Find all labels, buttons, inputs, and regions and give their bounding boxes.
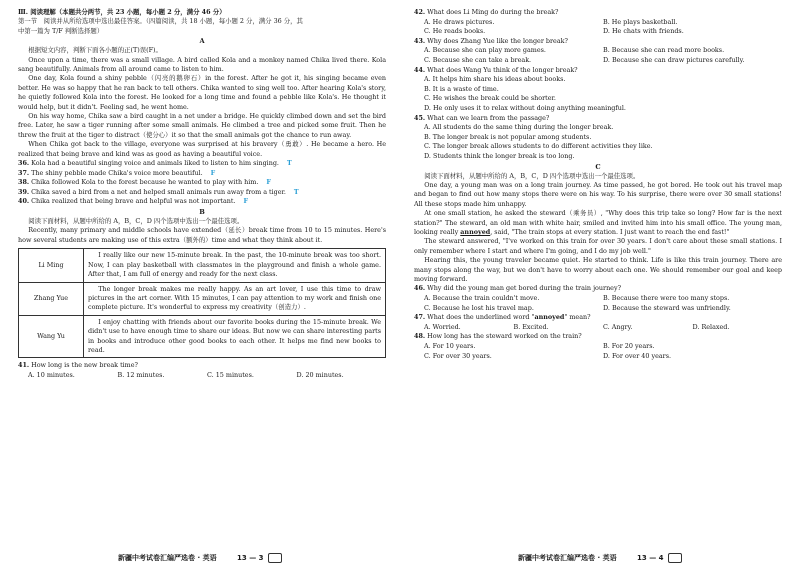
question-number: 47. — [414, 313, 426, 322]
page-footer — [0, 553, 400, 563]
option-b: B. The longer break is not popular among students. — [424, 132, 592, 141]
question-number: 38. — [18, 178, 30, 187]
option-a: A. All students do the same thing during the longer break. — [424, 123, 614, 132]
page-number: 13 — 4 — [637, 554, 664, 562]
option-a: A. He draws pictures. — [424, 17, 495, 26]
publisher-logo-icon — [268, 553, 282, 563]
option-b: B. Because she can read more books. — [603, 46, 725, 55]
passage-c-paragraph — [414, 209, 782, 237]
passage-c-paragraph: One day, a young man was on a long train journey. As time passed, he got bored. He took out his travel map and began to find out how many stops there were on his way. To his surprise, there were over 30 small stations! All these stops made him unhappy. — [414, 180, 782, 208]
option-c: C. For over 30 years. — [424, 351, 492, 360]
tf-question-list — [18, 159, 386, 207]
student-comment: The longer break makes me really happy. As an art lover, I use this time to draw pictures in the art corner. With 15 minutes, I can pay attention to my work and finish one complete picture. It's wonderful to express my creativity（创造力）. — [84, 282, 386, 315]
section-header: Ⅲ. 阅读理解（本题共分两节，共 23 小题，每小题 2 分，满分 46 分） — [18, 8, 226, 16]
option-c: C. The longer break allows students to do different activities they like. — [424, 142, 653, 151]
passage-b-label: B — [199, 208, 205, 217]
option-d: D. Students think the longer break is too long. — [424, 151, 575, 160]
question-number: 48. — [414, 332, 426, 341]
option-a: A. For 10 years. — [424, 341, 476, 350]
part1-header-1: 第一节 阅读并从所给选项中选出最佳答案。（四篇阅读，共 18 小题，每小题 2 分，满分 36 分，其 — [18, 17, 303, 26]
question-text: The shiny pebble made Chika's voice more beautiful. — [31, 168, 203, 177]
table-row — [19, 282, 386, 315]
tf-question — [18, 188, 386, 198]
question-46 — [414, 284, 782, 294]
student-name: Wang Yu — [19, 315, 84, 358]
part1-header-2: 中第一篇为 T/F 判断选择题） — [18, 26, 104, 35]
question-43 — [414, 37, 782, 47]
option-c: C. Angry. — [603, 322, 633, 331]
option-b: B. 12 minutes. — [117, 370, 165, 379]
option-b: B. He plays basketball. — [603, 17, 678, 26]
option-d: D. Because she can draw pictures carefully. — [603, 55, 745, 64]
passage-c-label: C — [595, 162, 601, 171]
tf-question — [18, 178, 386, 188]
question-number: 41. — [18, 361, 30, 370]
passage-a-paragraph: Once upon a time, there was a small village. A bird called Kola and a monkey named Chika lived there. Kola sang beautifully. Animals from all around came to listen to him. — [18, 55, 386, 74]
question-text: " mean? — [564, 313, 591, 322]
question-text: Chika followed Kola to the forest because he wanted to play with him. — [31, 178, 259, 187]
tf-answer: F — [243, 197, 249, 206]
option-b: B. Because there were too many stops. — [603, 293, 730, 302]
question-number: 44. — [414, 65, 426, 74]
question-text: Why does Zhang Yue like the longer break? — [427, 36, 568, 45]
publisher-logo-icon — [668, 553, 682, 563]
option-c: C. He reads books. — [424, 27, 486, 36]
student-name: Li Ming — [19, 249, 84, 282]
tf-question — [18, 169, 386, 179]
question-text: What can we learn from the passage? — [427, 113, 550, 122]
question-number: 40. — [18, 197, 30, 206]
passage-a-paragraph: On his way home, Chika saw a bird caught in a net under a bridge. He quickly climbed down and set the bird free. Later, he saw a tiger running after some small animals. He climbed a tree and picked some fruit. Then he threw the fruit at the tiger to distract（使分心）it so that the small animals got the chance to run away. — [18, 112, 386, 139]
question-text: What does the underlined word " — [427, 313, 535, 322]
page-number: 13 — 3 — [237, 554, 264, 562]
question-text: What does Li Ming do during the break? — [427, 8, 559, 16]
question-keyword: annoyed — [534, 313, 565, 322]
passage-c-paragraph: The steward answered, "I've worked on this train for over 30 years. I don't care about these small stations. I only remember where I start and where I'm going, and I do my job well." — [414, 237, 782, 255]
passage-c-instruction: 阅读下面材料，从题中所给的 A，B，C，D 四个选项中选出一个最佳选项。 — [424, 171, 640, 180]
option-d: D. For over 40 years. — [603, 351, 672, 360]
option-c: C. Because he lost his travel map. — [424, 303, 534, 312]
question-number: 42. — [414, 8, 426, 16]
question-44 — [414, 66, 782, 76]
tf-answer: F — [210, 168, 216, 177]
table-row — [19, 249, 386, 282]
option-b: B. For 20 years. — [603, 341, 655, 350]
option-b: B. It is a waste of time. — [424, 84, 499, 93]
question-text: Kola had a beautiful singing voice and animals liked to listen to him singing. — [31, 159, 279, 168]
question-47-options — [414, 323, 782, 333]
option-d: D. He chats with friends. — [603, 27, 684, 36]
question-number: 46. — [414, 284, 426, 293]
question-text: Why did the young man get bored during the train journey? — [427, 284, 622, 293]
right-page — [400, 0, 800, 569]
student-comment: I really like our new 15-minute break. In the past, the 10-minute break was too short. Now, I can play basketball with classmates in the playground and finish a whole game. After that, I am full of energy and ready for the next class. — [84, 249, 386, 282]
question-43-options — [414, 46, 782, 65]
table-row — [19, 315, 386, 358]
option-a: A. It helps him share his ideas about books. — [424, 75, 566, 84]
question-text: Chika realized that being brave and helpful was not important. — [31, 197, 236, 206]
option-d: D. He only uses it to relax without doing anything meaningful. — [424, 103, 626, 112]
underlined-word: annoyed — [460, 227, 491, 236]
question-46-options — [414, 294, 782, 313]
tf-answer: F — [266, 178, 271, 187]
question-text: Chika saved a bird from a net and helped small animals run away from a tiger. — [31, 187, 286, 196]
tf-answer: T — [286, 159, 292, 168]
paragraph-text: , said, "The train stops at every station. I just want to reach the end fast!" — [490, 227, 730, 236]
student-table — [18, 248, 386, 358]
footer-title: 新疆中考试卷汇编严选卷 · 英语 — [518, 554, 617, 562]
option-a: A. 10 minutes. — [28, 370, 75, 379]
option-a: A. Worried. — [424, 322, 461, 331]
passage-b-intro: Recently, many primary and middle schools have extended（延长）break time from 10 to 15 minutes. Here's how several students are making use of this extra（额外的）time and what they think about it. — [18, 226, 386, 244]
option-d: D. Relaxed. — [692, 322, 730, 331]
question-41 — [18, 361, 386, 371]
passage-a-label: A — [199, 37, 205, 46]
question-number: 37. — [18, 168, 30, 177]
question-41-options — [18, 371, 386, 381]
paragraph-text: At one small station, he asked the steward（乘务员）, "Why does this trip take so long? How far is the next station?" The steward, an old man with white hair, smiled and invited him into his small office. The young man, looking really — [414, 209, 782, 236]
footer-title: 新疆中考试卷汇编严选卷 · 英语 — [118, 554, 217, 562]
passage-c-paragraph: Hearing this, the young traveler became quiet. He started to think. Life is like this train journey. There are many stops along the way, but we don't have to worry about each one. We should remember our goal and keep moving forward. — [414, 256, 782, 283]
passage-a-paragraph: One day, Kola found a shiny pebble（闪亮的鹅卵石）in the forest. After he got it, his singing became even better. He was so happy that he ran back to tell others. Chika wanted to sing well too. After hearing Kola's story, he quietly followed Kola into the forest. He looked for a long time and found a pebble like Kola's. He thought it would help, but it didn't. Feeling sad, he went home. — [18, 74, 386, 111]
question-45 — [414, 114, 782, 124]
question-42-options — [414, 18, 782, 37]
question-text: What does Wang Yu think of the longer break? — [427, 65, 578, 74]
question-text: How long has the steward worked on the train? — [427, 332, 582, 341]
tf-answer: T — [293, 187, 299, 196]
page-footer — [400, 553, 800, 563]
tf-question — [18, 197, 386, 207]
option-d: D. 20 minutes. — [296, 370, 344, 379]
option-a: A. Because she can play more games. — [424, 46, 546, 55]
option-d: D. Because the steward was unfriendly. — [603, 303, 731, 312]
question-47 — [414, 313, 782, 323]
passage-b-instruction: 阅读下面材料，从题中所给的 A，B，C，D 四个选项中选出一个最佳选项。 — [28, 217, 244, 226]
tf-question — [18, 159, 386, 169]
option-c: C. Because she can take a break. — [424, 55, 532, 64]
question-42 — [414, 8, 782, 18]
student-comment: I enjoy chatting with friends about our favorite books during the 15-minute break. We didn't use to have enough time to share our ideas. But now we can share interesting parts in books and introduce other good books to each other. It helps me find new books to read. — [84, 315, 386, 358]
option-a: A. Because the train couldn't move. — [424, 293, 540, 302]
question-48 — [414, 332, 782, 342]
option-c: C. He wishes the break could be shorter. — [424, 94, 556, 103]
option-b: B. Excited. — [513, 322, 549, 331]
question-text: How long is the new break time? — [31, 361, 138, 370]
option-c: C. 15 minutes. — [207, 370, 254, 379]
passage-a-instruction: 根据短文内容，判断下面各小题的正(T)误(F)。 — [28, 46, 162, 55]
passage-a-paragraph: When Chika got back to the village, everyone was surprised at his bravery（勇敢）. He became a hero. He realized that being brave and kind was as good as having a beautiful voice. — [18, 140, 386, 158]
question-48-options — [414, 342, 782, 361]
question-number: 39. — [18, 187, 30, 196]
question-number: 43. — [414, 36, 426, 45]
question-number: 45. — [414, 113, 426, 122]
student-name: Zhang Yue — [19, 282, 84, 315]
question-number: 36. — [18, 159, 30, 168]
